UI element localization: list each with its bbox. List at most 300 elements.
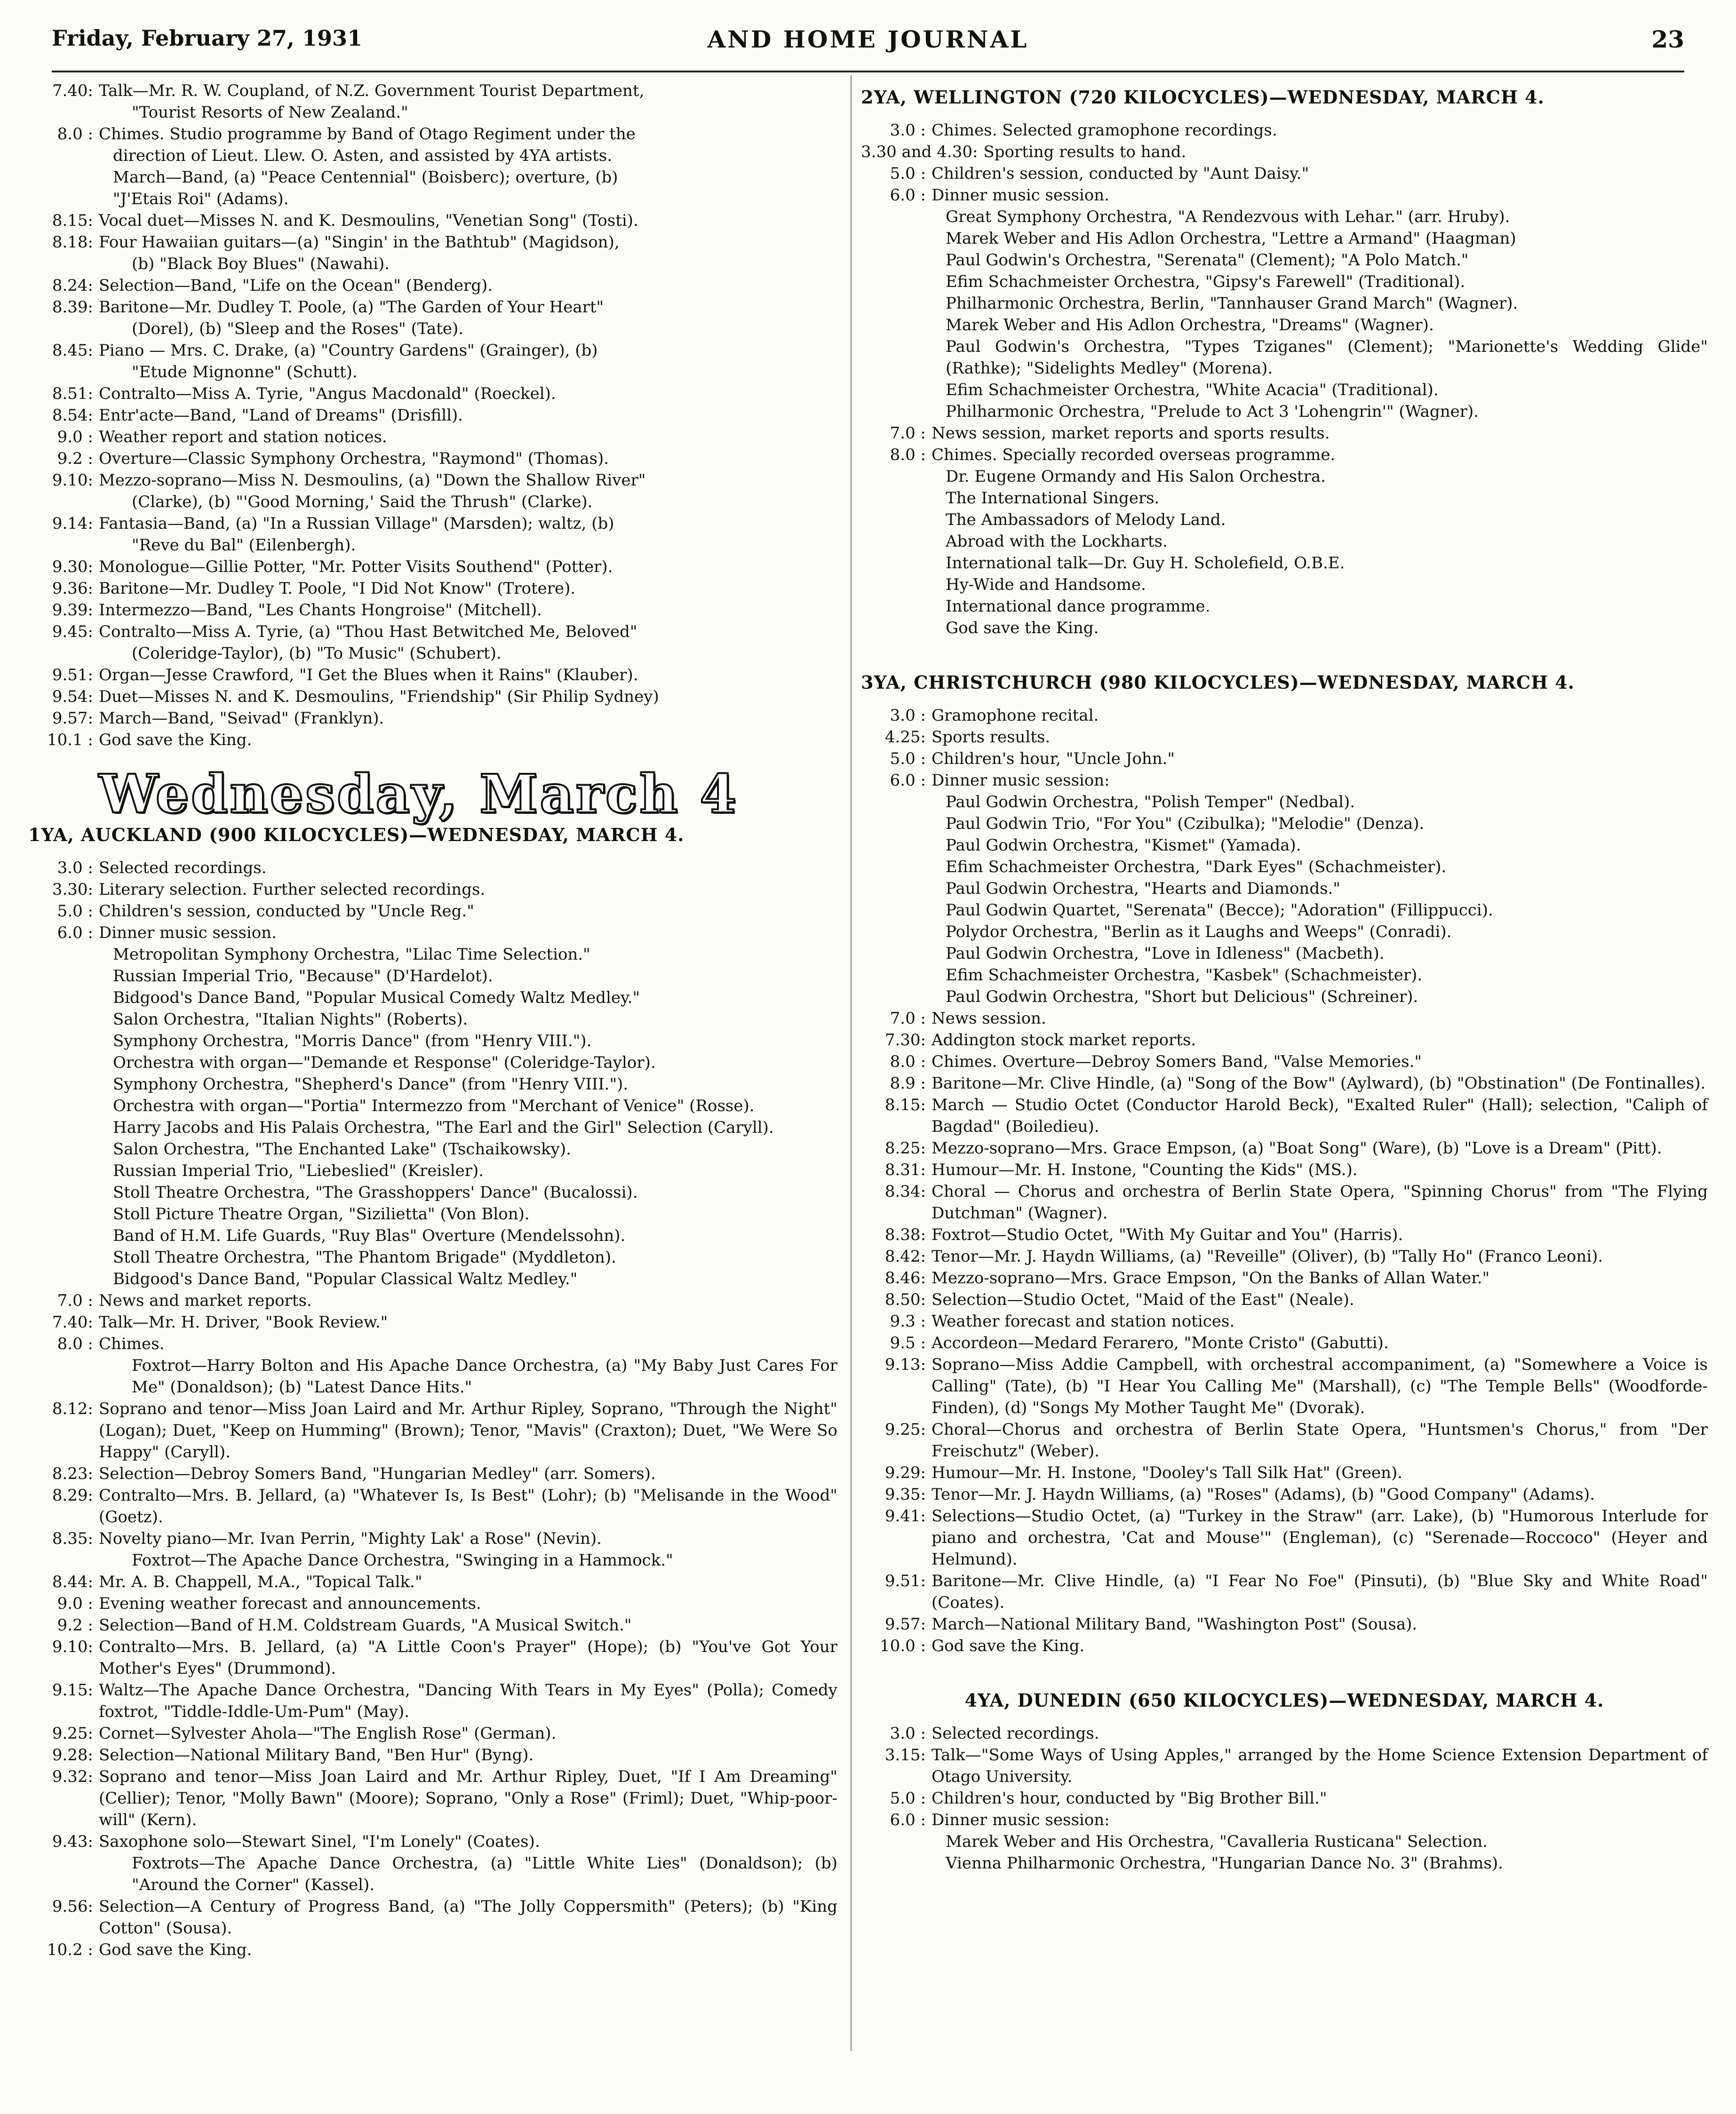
- entry-line: Efim Schachmeister Orchestra, "Gipsy's Farewell" (Traditional).: [946, 272, 1465, 291]
- entry-text: [99, 275, 837, 296]
- entry-text: [99, 426, 837, 448]
- entry-time: 8.18:: [52, 233, 93, 252]
- entry-line: Stoll Theatre Orchestra, "The Grasshoppers' Dance" (Bucalossi).: [113, 1183, 638, 1202]
- entry-line: Marek Weber and His Adlon Orchestra, "Lettre a Armand" (Haagman): [946, 229, 1516, 248]
- entry-time: 8.31:: [884, 1160, 926, 1179]
- programme-entry: [28, 1636, 837, 1679]
- programme-entry: [28, 729, 837, 751]
- programme-entry: [861, 1051, 1708, 1073]
- entry-text: [99, 1333, 837, 1398]
- station-1ya: [28, 824, 837, 1961]
- programme-entry: [28, 1896, 837, 1939]
- entry-time: 9.43:: [52, 1832, 93, 1851]
- entry-line: Orchestra with organ—"Demande et Response" (Coleridge-Taylor).: [113, 1053, 656, 1072]
- programme-entry: [861, 1008, 1708, 1029]
- entry-line: Paul Godwin Orchestra, "Polish Temper" (Nedbal).: [946, 793, 1355, 811]
- entry-text: [932, 1570, 1708, 1613]
- entry-time: 9.30:: [52, 557, 93, 576]
- entry-time: 7.40:: [52, 1313, 93, 1332]
- entry-text: [99, 296, 837, 340]
- entry-line: Metropolitan Symphony Orchestra, "Lilac Time Selection.": [113, 945, 590, 964]
- programme-entry: [861, 1484, 1708, 1505]
- entry-time: 9.13:: [884, 1355, 926, 1374]
- entry-line: Dinner music session:: [932, 771, 1110, 790]
- entry-text: [932, 1788, 1708, 1809]
- entry-text: [932, 748, 1708, 770]
- entry-line: Great Symphony Orchestra, "A Rendezvous with Lehar." (arr. Hruby).: [946, 207, 1510, 226]
- entry-time: 9.25:: [884, 1420, 926, 1439]
- entry-time: 8.34:: [884, 1182, 926, 1201]
- entry-time: 8.24:: [52, 276, 93, 295]
- programme-entry: [28, 1593, 837, 1614]
- programme-entry: [861, 1419, 1708, 1462]
- entry-text: [932, 422, 1708, 444]
- entry-text: [99, 857, 837, 879]
- entry-line: Efim Schachmeister Orchestra, "White Acacia" (Traditional).: [946, 381, 1439, 399]
- entry-text: [99, 578, 837, 599]
- entry-text: [99, 80, 837, 123]
- entry-time: 5.0 :: [57, 902, 93, 921]
- programme-entry: [28, 599, 837, 621]
- entry-line: Chimes. Selected gramophone recordings.: [932, 121, 1277, 140]
- entry-line: March — Studio Octet (Conductor Harold Beck), "Exalted Ruler" (Hall); selection, "Caliph of Bagdad" (Boiledieu).: [932, 1096, 1708, 1136]
- entry-time: 9.0 :: [57, 1594, 93, 1613]
- entry-line: Mezzo-soprano—Mrs. Grace Empson, "On the Banks of Allan Water.": [932, 1269, 1490, 1287]
- programme-entry: [28, 556, 837, 578]
- programme-entry: [861, 1289, 1708, 1311]
- entry-time: 9.25:: [52, 1724, 93, 1743]
- entry-time: 8.29:: [52, 1486, 93, 1505]
- entry-line: Weather report and station notices.: [99, 428, 387, 446]
- entry-line: Selections—Studio Octet, (a) "Turkey in the Straw" (arr. Lake), (b) "Humorous Interlude for piano and orchestra, 'Cat and Mouse'" (Engleman), (c) "Serenade—Roccoco" (Heyer and Helmund).: [932, 1507, 1708, 1569]
- entry-time: 9.57:: [884, 1615, 926, 1634]
- entries: [861, 119, 1708, 639]
- entry-line: Overture—Classic Symphony Orchestra, "Raymond" (Thomas).: [99, 449, 609, 468]
- entry-line: Contralto—Miss A. Tyrie, "Angus Macdonald" (Roeckel).: [99, 384, 556, 403]
- entry-text: [983, 141, 1708, 163]
- entry-line: Vienna Philharmonic Orchestra, "Hungarian Dance No. 3" (Brahms).: [946, 1854, 1503, 1873]
- entry-line: Selection—A Century of Progress Band, (a) "The Jolly Coppersmith" (Peters); (b) "King Cotton" (Sousa).: [99, 1897, 837, 1938]
- programme-entry: [861, 1159, 1708, 1181]
- entry-text: [932, 1505, 1708, 1570]
- entry-line: Contralto—Mrs. B. Jellard, (a) "Whatever Is, Is Best" (Lohr); (b) "Melisande in the Wood" (Goetz).: [99, 1486, 837, 1526]
- entry-text: [932, 1744, 1708, 1788]
- programme-entry: [28, 664, 837, 686]
- entry-text: [99, 1896, 837, 1939]
- entry-line: Russian Imperial Trio, "Because" (D'Hardelot).: [113, 967, 493, 985]
- entry-line: Tenor—Mr. J. Haydn Williams, (a) "Reveille" (Oliver), (b) "Tally Ho" (Franco Leoni).: [932, 1247, 1603, 1266]
- header-date: Friday, February 27, 1931: [52, 25, 362, 51]
- entry-line: Choral—Chorus and orchestra of Berlin State Opera, "Huntsmen's Chorus," from "Der Freischutz" (Weber).: [932, 1420, 1708, 1461]
- entry-line: Vocal duet—Misses N. and K. Desmoulins, "Venetian Song" (Tosti).: [99, 211, 638, 230]
- entry-time: 8.0 :: [890, 1052, 926, 1071]
- entry-time: 8.50:: [884, 1290, 926, 1309]
- entry-line: Hy-Wide and Handsome.: [946, 575, 1146, 594]
- entry-text: [932, 1051, 1708, 1073]
- programme-entry: [861, 1505, 1708, 1570]
- entry-time: 8.9 :: [890, 1074, 926, 1093]
- entry-time: 9.57:: [52, 709, 93, 728]
- programme-entry: [28, 1614, 837, 1636]
- entry-text: [99, 599, 837, 621]
- programme-entry: [861, 1723, 1708, 1744]
- entry-line: Foxtrot—Studio Octet, "With My Guitar and You" (Harris).: [932, 1225, 1403, 1244]
- entry-line: Abroad with the Lockharts.: [946, 532, 1168, 551]
- entry-line: International dance programme.: [946, 597, 1210, 616]
- entry-time: 9.2 :: [57, 449, 93, 468]
- entry-line: Children's session, conducted by "Uncle Reg.": [99, 902, 474, 921]
- entry-text: [932, 1419, 1708, 1462]
- entry-time: 3.0 :: [890, 121, 926, 140]
- entry-line: Contralto—Miss A. Tyrie, (a) "Thou Hast Betwitched Me, Beloved": [99, 622, 637, 641]
- entry-line: Foxtrot—Harry Bolton and His Apache Dance Orchestra, (a) "My Baby Just Cares For Me" (Donaldson); (b) "Latest Dance Hits.": [132, 1356, 837, 1397]
- entry-line: March—Band, (a) "Peace Centennial" (Boisberc); overture, (b): [113, 168, 618, 187]
- entry-line: Cornet—Sylvester Ahola—"The English Rose" (German).: [99, 1724, 557, 1743]
- entry-line: "Reve du Bal" (Eilenbergh).: [132, 536, 356, 555]
- programme-entry: [861, 1744, 1708, 1788]
- entry-line: "J'Etais Roi" (Adams).: [113, 190, 289, 208]
- entry-line: Paul Godwin Orchestra, "Short but Delicious" (Schreiner).: [946, 987, 1418, 1006]
- entry-line: Soprano—Miss Addie Campbell, with orchestral accompaniment, (a) "Somewhere a Voice is Calling" (Tate), (b) "I Hear You Calling Me" (Marshall), (c) "The Temple Bells" (Woodforde-Finden), (d) "Songs My Mother Taught Me" (Dvorak).: [932, 1355, 1708, 1417]
- entry-text: [932, 1613, 1708, 1635]
- entry-text: [932, 184, 1708, 422]
- entry-time: 5.0 :: [890, 1789, 926, 1808]
- entry-line: Addington stock market reports.: [932, 1031, 1196, 1049]
- entry-line: Philharmonic Orchestra, "Prelude to Act 3 'Lohengrin'" (Wagner).: [946, 402, 1479, 421]
- entry-line: Talk—"Some Ways of Using Apples," arranged by the Home Science Extension Department of Otago University.: [932, 1746, 1708, 1786]
- entry-line: Stoll Picture Theatre Organ, "Sizilietta" (Von Blon).: [113, 1205, 530, 1224]
- entry-line: Choral — Chorus and orchestra of Berlin State Opera, "Spinning Chorus" from "The Flying Dutchman" (Wagner).: [932, 1182, 1708, 1223]
- entry-time: 6.0 :: [57, 923, 93, 942]
- programme-entry: [28, 1311, 837, 1333]
- entry-line: God save the King.: [99, 731, 252, 749]
- entry-line: "Tourist Resorts of New Zealand.": [132, 103, 408, 122]
- entry-time: 7.0 :: [57, 1291, 93, 1310]
- programme-entry: [28, 879, 837, 900]
- programme-entry: [861, 1311, 1708, 1332]
- programme-entry: [28, 1766, 837, 1831]
- programme-entry: [861, 141, 1708, 163]
- entry-time: 3.0 :: [890, 706, 926, 725]
- entry-line: News session, market reports and sports results.: [932, 424, 1330, 443]
- entry-time: 8.54:: [52, 406, 93, 425]
- programme-entry: [28, 1398, 837, 1463]
- station-2ya: [861, 87, 1708, 639]
- programme-entry: [861, 705, 1708, 726]
- entry-text: [932, 119, 1708, 141]
- entry-text: [99, 231, 837, 275]
- entry-text: [932, 1094, 1708, 1137]
- entry-line: Humour—Mr. H. Instone, "Dooley's Tall Silk Hat" (Green).: [932, 1463, 1403, 1482]
- programme-entry: [28, 1463, 837, 1485]
- entry-time: 3.0 :: [57, 858, 93, 877]
- programme-entry: [861, 726, 1708, 748]
- programme-entry: [861, 163, 1708, 184]
- header-page-number: 23: [1651, 25, 1684, 53]
- entry-line: (Dorel), (b) "Sleep and the Roses" (Tate).: [132, 319, 464, 338]
- entry-time: 3.0 :: [890, 1724, 926, 1743]
- entry-line: Baritone—Mr. Dudley T. Poole, "I Did Not Know" (Trotere).: [99, 579, 576, 598]
- entry-line: Symphony Orchestra, "Morris Dance" (from "Henry VIII.").: [113, 1032, 592, 1050]
- entry-time: 9.5 :: [890, 1334, 926, 1352]
- entry-line: Organ—Jesse Crawford, "I Get the Blues when it Rains" (Klauber).: [99, 666, 638, 684]
- entry-time: 9.45:: [52, 622, 93, 641]
- entry-line: Selection—Studio Octet, "Maid of the East" (Neale).: [932, 1290, 1354, 1309]
- entry-line: (Coleridge-Taylor), (b) "To Music" (Schubert).: [132, 644, 502, 663]
- entry-line: News session.: [932, 1009, 1046, 1028]
- entry-line: Baritone—Mr. Clive Hindle, (a) "I Fear No Foe" (Pinsuti), (b) "Blue Sky and White Road" (Coates).: [932, 1572, 1708, 1612]
- entry-text: [99, 1463, 837, 1485]
- entry-time: 7.40:: [52, 81, 93, 100]
- entry-text: [99, 448, 837, 469]
- entry-time: 9.54:: [52, 687, 93, 706]
- entry-time: 9.39:: [52, 601, 93, 620]
- entry-time: 9.41:: [884, 1507, 926, 1526]
- entry-text: [932, 1029, 1708, 1051]
- header-journal-title: AND HOME JOURNAL: [707, 25, 1029, 53]
- entry-line: Orchestra with organ—"Portia" Intermezzo from "Merchant of Venice" (Rosse).: [113, 1097, 755, 1115]
- programme-entry: [28, 80, 837, 123]
- entry-text: [99, 513, 837, 556]
- entry-line: Dinner music session.: [932, 186, 1109, 205]
- entry-text: [99, 1723, 837, 1744]
- entry-line: Entr'acte—Band, "Land of Dreams" (Drisfill).: [99, 406, 463, 425]
- entry-line: Polydor Orchestra, "Berlin as it Laughs and Weeps" (Conradi).: [946, 922, 1452, 941]
- entry-text: [99, 383, 837, 405]
- entry-line: Talk—Mr. H. Driver, "Book Review.": [99, 1313, 388, 1332]
- entry-time: 8.23:: [52, 1464, 93, 1483]
- programme-entry: [861, 1094, 1708, 1137]
- entry-line: Selected recordings.: [932, 1724, 1099, 1743]
- entry-line: Fantasia—Band, (a) "In a Russian Village" (Marsden); waltz, (b): [99, 514, 614, 533]
- entry-time: 8.39:: [52, 298, 93, 317]
- entry-time: 6.0 :: [890, 1811, 926, 1829]
- entry-time: 9.10:: [52, 471, 93, 490]
- entry-time: 10.0 :: [880, 1637, 926, 1655]
- entry-line: Chimes. Overture—Debroy Somers Band, "Valse Memories.": [932, 1052, 1422, 1071]
- entry-line: News and market reports.: [99, 1291, 312, 1310]
- entry-text: [99, 405, 837, 426]
- entry-time: 8.45:: [52, 341, 93, 360]
- entry-line: Efim Schachmeister Orchestra, "Kasbek" (Schachmeister).: [946, 966, 1423, 985]
- entry-text: [932, 726, 1708, 748]
- entry-time: 8.35:: [52, 1529, 93, 1548]
- entry-line: Stoll Theatre Orchestra, "The Phantom Brigade" (Myddleton).: [113, 1248, 616, 1267]
- entry-text: [932, 1723, 1708, 1744]
- entry-line: Foxtrot—The Apache Dance Orchestra, "Swinging in a Hammock.": [132, 1551, 673, 1570]
- entry-time: 8.38:: [884, 1225, 926, 1244]
- entry-time: 8.12:: [52, 1399, 93, 1418]
- entry-time: 7.0 :: [890, 1009, 926, 1028]
- entry-time: 8.42:: [884, 1247, 926, 1266]
- entry-line: March—National Military Band, "Washington Post" (Sousa).: [932, 1615, 1417, 1634]
- entry-line: March—Band, "Seivad" (Franklyn).: [99, 709, 384, 728]
- right-column: [861, 80, 1708, 1907]
- programme-entry: [28, 621, 837, 664]
- entry-text: [99, 621, 837, 664]
- entry-line: Chimes.: [99, 1335, 165, 1353]
- programme-entry: [861, 444, 1708, 639]
- entry-line: International talk—Dr. Guy H. Scholefield, O.B.E.: [946, 554, 1345, 572]
- entry-time: 9.2 :: [57, 1616, 93, 1635]
- programme-entry: [861, 770, 1708, 1008]
- programme-entry: [861, 1181, 1708, 1224]
- entry-line: Symphony Orchestra, "Shepherd's Dance" (from "Henry VIII.").: [113, 1075, 629, 1094]
- entry-line: Chimes. Studio programme by Band of Otago Regiment under the: [99, 125, 636, 143]
- entry-time: 9.35:: [884, 1485, 926, 1504]
- programme-entry: [28, 426, 837, 448]
- programme-entry: [861, 1073, 1708, 1094]
- entry-text: [932, 1008, 1708, 1029]
- entry-text: [99, 686, 837, 707]
- programme-entry: [28, 922, 837, 1290]
- entry-line: Dinner music session:: [932, 1811, 1110, 1829]
- day-title: Wednesday, March 4: [99, 763, 739, 825]
- entry-line: Mezzo-soprano—Miss N. Desmoulins, (a) "Down the Shallow River": [99, 471, 646, 490]
- entry-time: 6.0 :: [890, 771, 926, 790]
- entry-text: [99, 1831, 837, 1896]
- programme-entry: [28, 405, 837, 426]
- entry-text: [99, 1485, 837, 1528]
- entry-time: 8.46:: [884, 1269, 926, 1287]
- entry-text: [932, 1635, 1708, 1657]
- entry-line: Selection—Debroy Somers Band, "Hungarian Medley" (arr. Somers).: [99, 1464, 656, 1483]
- programme-entry: [28, 1333, 837, 1398]
- entry-line: Paul Godwin's Orchestra, "Serenata" (Clement); "A Polo Match.": [946, 251, 1469, 270]
- entry-time: 10.2 :: [47, 1940, 93, 1959]
- programme-entry: [861, 1332, 1708, 1354]
- entry-line: (b) "Black Boy Blues" (Nawahi).: [132, 254, 390, 273]
- entry-text: [99, 556, 837, 578]
- entry-time: 8.15:: [52, 211, 93, 230]
- entry-text: [99, 879, 837, 900]
- entry-text: [99, 922, 837, 1290]
- entry-time: 10.1 :: [47, 731, 93, 749]
- programme-entry: [28, 1679, 837, 1723]
- entry-time: 5.0 :: [890, 164, 926, 183]
- entry-time: 7.0 :: [890, 424, 926, 443]
- entries: [28, 857, 837, 1961]
- entry-line: Paul Godwin Orchestra, "Kismet" (Yamada).: [946, 836, 1301, 855]
- entry-text: [99, 210, 837, 231]
- entry-line: Marek Weber and His Orchestra, "Cavalleria Rusticana" Selection.: [946, 1832, 1488, 1851]
- entry-line: direction of Lieut. Llew. O. Asten, and assisted by 4YA artists.: [113, 146, 613, 165]
- programme-entry: [861, 1570, 1708, 1613]
- entry-line: Sporting results to hand.: [983, 143, 1187, 161]
- entry-line: Salon Orchestra, "Italian Nights" (Roberts).: [113, 1010, 468, 1029]
- entry-time: 7.30:: [884, 1031, 926, 1049]
- entry-text: [99, 664, 837, 686]
- entry-line: Monologue—Gillie Potter, "Mr. Potter Visits Southend" (Potter).: [99, 557, 613, 576]
- entry-text: [932, 1181, 1708, 1224]
- programme-entry: [861, 184, 1708, 422]
- entry-text: [932, 444, 1708, 639]
- entry-line: Selection—National Military Band, "Ben Hur" (Byng).: [99, 1746, 534, 1764]
- entry-line: Selected recordings.: [99, 858, 267, 877]
- entry-line: Bidgood's Dance Band, "Popular Musical Comedy Waltz Medley.": [113, 988, 640, 1007]
- continued-4ya-programme: [28, 80, 837, 751]
- programme-entry: [861, 1613, 1708, 1635]
- station-4ya: [861, 1690, 1708, 1874]
- programme-entry: [28, 1744, 837, 1766]
- programme-entry: [861, 1354, 1708, 1419]
- programme-entry: [861, 1788, 1708, 1809]
- entry-text: [932, 1137, 1708, 1159]
- entry-text: [932, 1462, 1708, 1484]
- entry-text: [99, 1939, 837, 1961]
- entry-line: Salon Orchestra, "The Enchanted Lake" (Tschaikowsky).: [113, 1140, 571, 1159]
- programme-entry: [861, 1137, 1708, 1159]
- page-header: [52, 19, 1684, 72]
- entry-text: [932, 1484, 1708, 1505]
- entry-text: [99, 1398, 837, 1463]
- entry-line: Intermezzo—Band, "Les Chants Hongroise" (Mitchell).: [99, 601, 542, 620]
- entry-line: Duet—Misses N. and K. Desmoulins, "Friendship" (Sir Philip Sydney): [99, 687, 659, 706]
- programme-entry: [28, 900, 837, 922]
- entry-line: Baritone—Mr. Dudley T. Poole, (a) "The Garden of Your Heart": [99, 298, 604, 317]
- entry-text: [99, 1679, 837, 1723]
- entry-text: [99, 1528, 837, 1571]
- entry-line: Literary selection. Further selected recordings.: [99, 880, 486, 899]
- entry-line: Four Hawaiian guitars—(a) "Singin' in the Bathtub" (Magidson),: [99, 233, 620, 252]
- entry-line: Weather forecast and station notices.: [932, 1312, 1235, 1331]
- entry-time: 3.30 and 4.30:: [861, 143, 978, 161]
- entry-time: 9.29:: [884, 1463, 926, 1482]
- programme-entry: [861, 1224, 1708, 1246]
- station-heading: 4YA, DUNEDIN (650 KILOCYCLES)—WEDNESDAY, MARCH 4.: [964, 1690, 1604, 1711]
- entry-time: 9.36:: [52, 579, 93, 598]
- entry-time: 9.14:: [52, 514, 93, 533]
- entry-text: [932, 1311, 1708, 1332]
- programme-entry: [861, 1809, 1708, 1874]
- entry-line: Band of H.M. Life Guards, "Ruy Blas" Overture (Mendelssohn).: [113, 1226, 626, 1245]
- entry-text: [99, 1614, 837, 1636]
- programme-entry: [28, 296, 837, 340]
- entry-time: 9.28:: [52, 1746, 93, 1764]
- entry-text: [99, 123, 837, 210]
- programme-entry: [861, 1246, 1708, 1267]
- programme-entry: [28, 1290, 837, 1311]
- programme-entry: [28, 857, 837, 879]
- entry-line: Philharmonic Orchestra, Berlin, "Tannhauser Grand March" (Wagner).: [946, 294, 1518, 313]
- programme-entry: [861, 748, 1708, 770]
- entry-text: [932, 163, 1708, 184]
- entry-text: [99, 707, 837, 729]
- entry-time: 9.56:: [52, 1897, 93, 1916]
- programme-entry: [28, 1723, 837, 1744]
- programme-entry: [28, 383, 837, 405]
- entry-text: [99, 1571, 837, 1593]
- station-heading: 3YA, CHRISTCHURCH (980 KILOCYCLES)—WEDNESDAY, MARCH 4.: [861, 672, 1575, 693]
- entry-text: [99, 729, 837, 751]
- entry-text: [99, 1311, 837, 1333]
- entry-text: [99, 900, 837, 922]
- entry-line: Children's hour, "Uncle John.": [932, 749, 1175, 768]
- entry-text: [932, 1246, 1708, 1267]
- entry-time: 8.51:: [52, 384, 93, 403]
- entry-time: 9.32:: [52, 1767, 93, 1786]
- programme-entry: [861, 1267, 1708, 1289]
- entry-time: 8.15:: [884, 1096, 926, 1114]
- programme-entry: [28, 1939, 837, 1961]
- entry-text: [99, 340, 837, 383]
- entry-line: Dinner music session.: [99, 923, 277, 942]
- programme-entry: [28, 1571, 837, 1593]
- entry-line: Foxtrots—The Apache Dance Orchestra, (a) "Little White Lies" (Donaldson); (b) "Around the Corner" (Kassel).: [132, 1854, 837, 1894]
- entry-text: [99, 1636, 837, 1679]
- entry-text: [932, 1809, 1708, 1874]
- entry-text: [932, 1289, 1708, 1311]
